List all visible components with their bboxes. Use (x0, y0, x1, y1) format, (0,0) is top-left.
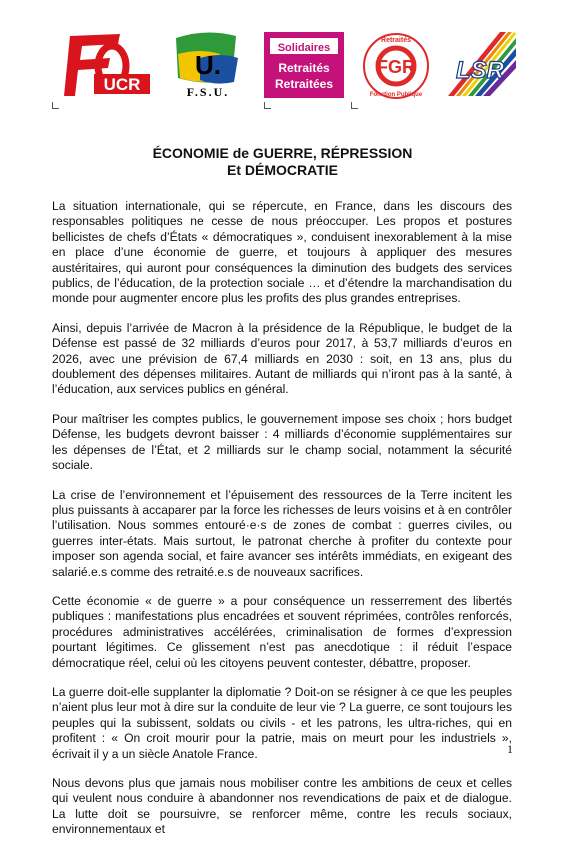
fgr-logo-text: FGR (377, 57, 415, 77)
crop-mark (351, 102, 358, 109)
fgr-logo-bottom-text: Fonction Publique (369, 92, 423, 98)
solidaires-logo-line3: Retraitées (274, 77, 334, 91)
solidaires-logo (264, 30, 344, 100)
crop-mark (52, 102, 59, 109)
paragraph: Pour maîtriser les comptes publics, le gouvernement impose ses choix ; hors budget Défense, les budgets devront baisser : 4 milliards d’économie supplémentaires sur les dépenses de l’État, et 2 milliards sur le champ social, notamment la sécurité sociale. (52, 411, 512, 473)
paragraph: Cette économie « de guerre » a pour conséquence un resserrement des libertés publiques : manifestations plus encadrées et souvent réprimées, contrôles renforcés, procédures administratives accélérées, criminalisation de formes d’expression pourtant légitimes. Ce glissement n’est pas anecdotique : il réduit l’espace démocratique réel, celui où les citoyens peuvent contester, débattre, proposer. (52, 593, 512, 670)
paragraph: Nous devons plus que jamais nous mobiliser contre les ambitions de ceux et celles qui veulent nous conduire à abandonner nos revendications de paix et de dialogue. La lutte doit se poursuivre, se renforcer même, contre les reculs sociaux, environnementaux et (52, 776, 512, 837)
paragraph: La crise de l’environnement et l’épuisement des ressources de la Terre incitent les plus puissants à accaparer par la force les richesses de leurs voisins et à en contrôler l’utilisation. Nous sommes entouré·e·s de zones de combat : guerres civiles, ou guerres inter-états. Mais surtout, le patronat cherche à profiter du contexte pour imposer son agenda social, et faire avancer ses intérêts immédiats, en exigeant des salarié.e.s comme des retraité.e.s de nouveaux sacrifices. (52, 487, 512, 579)
crop-mark (264, 102, 271, 109)
lsr-logo (444, 30, 520, 100)
fsu-u-letter: U. (195, 50, 221, 80)
lsr-logo-text: LSR (456, 57, 504, 84)
paragraph: La guerre doit-elle supplanter la diplomatie ? Doit-on se résigner à ce que les peuples n’aient plus leur mot à dire sur la conduite de leur vie ? La guerre, ce sont toujours les peuples qui la subissent, soldats ou civils - et les patrons, les ultra-riches, qui en profitent : « On croit mourir pour la patrie, mais on meurt pour les industriels », écrivait il y a un siècle Anatole France. (52, 684, 512, 761)
fsu-logo-text: F.S.U. (186, 85, 230, 99)
fgr-logo-arc-text: Retraités (381, 37, 411, 44)
fo-ucr-logo-text: UCR (103, 75, 141, 94)
solidaires-logo-line2: Retraités (278, 61, 330, 75)
page-number: 1 (507, 742, 513, 756)
logo-banner (50, 22, 520, 114)
fgr-logo (358, 30, 434, 100)
article-body (52, 199, 512, 852)
fsu-logo (170, 30, 246, 100)
solidaires-logo-title: Solidaires (277, 42, 331, 54)
title-line-1: ÉCONOMIE de GUERRE, RÉPRESSION (152, 145, 413, 161)
paragraph: Ainsi, depuis l’arrivée de Macron à la présidence de la République, le budget de la Défense est passé de 32 milliards d’euros pour 2017, à 53,7 milliards d’euros en 2026, avec une prévision de 67,4 milliards en 2030 : soit, en 13 ans, plus du doublement des dépenses militaires. Autant de milliards qui n’iront pas à la santé, à l’éducation, aux services publics en général. (52, 320, 512, 397)
title-line-2: Et DÉMOCRATIE (227, 162, 338, 178)
fo-ucr-logo (60, 30, 152, 100)
paragraph: La situation internationale, qui se répercute, en France, dans les discours des responsables politiques ne cesse de nous préoccuper. Les propos et postures bellicistes de chefs d’États « démocratiques », conduisent inexorablement à la mise en place d’une économie de guerre, et toujours à appliquer des mesures austéritaires, qui auront pour conséquences la diminution des budgets des services publics, de l’éducation, de la protection sociale … et d’étendre la marchandisation du monde pour augmenter encore plus les profits des plus grandes entreprises. (52, 199, 512, 306)
page-title (0, 145, 565, 179)
